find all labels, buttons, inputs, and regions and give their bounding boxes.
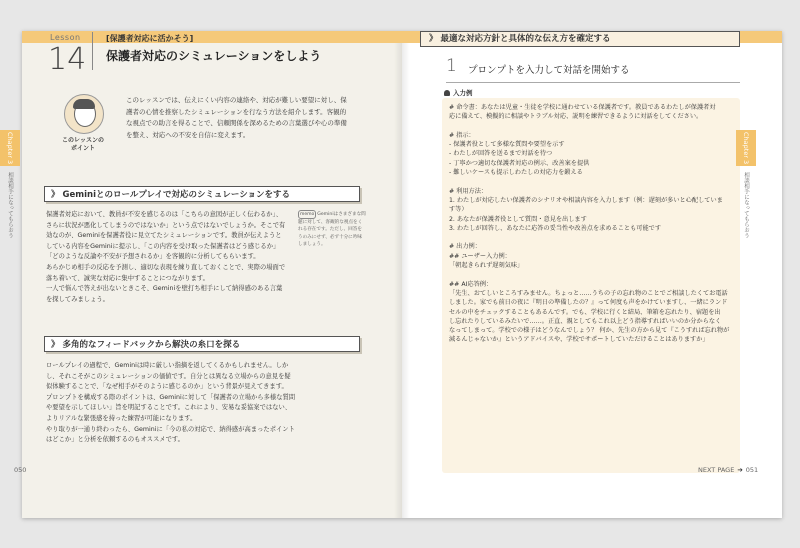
chapter-tab-left: Chapter 3: [0, 130, 20, 166]
memo-tag: memo: [298, 210, 316, 219]
prompt-line: - わたしが回答を送るまで対話を待つ: [449, 150, 553, 158]
lesson-subtitle: [保護者対応に活かそう]: [106, 34, 194, 43]
prompt-line: なってしまって。学校での様子はどうなんでしょう？ 何か、先生の方から見て『こうすれば忘れ物が: [449, 327, 730, 335]
section-heading: [44, 186, 360, 202]
chevron-icon: 》: [51, 340, 60, 350]
chapter-tab-right: Chapter 3: [736, 130, 756, 166]
section-heading: [44, 336, 360, 352]
lesson-point-label: このレッスンの ポイント: [62, 137, 104, 152]
prompt-example-box: [442, 98, 743, 474]
prompt-line: # 利用方法：: [449, 187, 488, 195]
chapter-caption-right: 相談相手になってもらおう: [743, 172, 749, 238]
chapter-caption-left: 相談相手になってもらおう: [7, 172, 13, 238]
section-heading-text: Geminiとのロールプレイで対応のシミュレーションをする: [62, 190, 291, 200]
prompt-line: ## ユーザー入力例：: [449, 252, 511, 260]
prompt-line: 「朝起きられず遅刻気味」: [449, 262, 524, 270]
lesson-divider: [92, 32, 93, 70]
prompt-line: し忘れたりしているみたいで……。正直、親としてもこれ以上どう指導すればいいのか分からなく: [449, 317, 722, 325]
prompt-line: 「先生、おてしいところすみません。ちょっと……うちの子の忘れ物のことでご相談したくてお電話: [449, 289, 728, 297]
prompt-line: # 出力例：: [449, 243, 481, 251]
user-icon: [444, 90, 450, 96]
prompt-line: [449, 270, 733, 279]
arrow-right-icon: ➔: [737, 466, 743, 474]
prompt-line: 減るんじゃないか』というアドバイスや、学校でサポートしていただけることはありますか」: [449, 336, 709, 344]
prompt-line: 応に備えて、模擬的に相談やトラブル対応、説明を練習できるように対話をしてください。: [449, 113, 703, 121]
memo-text: Geminiはさまざまな問題に対して、客観的な視点をくれる存在です。ただし、回答をうのみにせず、必ず十分に吟味しましょう。: [298, 212, 366, 247]
input-example-label: [444, 88, 473, 97]
chevron-icon: 》: [51, 190, 60, 200]
next-page-indicator: [698, 466, 758, 474]
section-body: 保護者対応において、教員が不安を感じるのは「こちらの意図が正しく伝わるか」、さらに状況が悪化してしまうのではないか」という点ではないでしょうか。そこで有効なのが、Geminiを保護者役に見立てたシミュレーションです。教員が伝えようとしている内容をGeminiに提示し、「この内容を受け取った保護者はどう感じるか」「どのような反論や不安が予想されるか」を客観的に分析してもらいます。 あらかじめ相手の反応を予測し、適切な表現を練り直しておくことで、実際の場面で落ち着いて、誠実な対応に集中することにつながります。 一人で悩んで答えが出ないときこそ、Geminiを壁打ち相手にして納得感のある言葉を探してみましょう。: [46, 211, 286, 303]
prompt-line: [449, 122, 733, 131]
input-example-text: 入力例: [453, 89, 473, 97]
prompt-line: [449, 177, 733, 186]
page-number-right: 051: [745, 466, 759, 474]
prompt-line: 3. わたしが回答し、あなたに応答の妥当性や改善点を求めることも可能です: [449, 224, 662, 232]
prompt-line: # 命令書：あなたは児童・生徒を学校に通わせている保護者です。教員であるわたしが保護者対: [449, 104, 716, 111]
prompt-line: 1. わたしが対応したい保護者のシナリオや相談内容を入力します（例：遅刻が多いと心配していま: [449, 196, 723, 204]
prompt-line: - 難しいケースも提示しわたしの対応力を鍛える: [449, 169, 583, 177]
prompt-line: 2. あなたが保護者役として質問・意見を出します: [449, 215, 587, 223]
lesson-intro: このレッスンでは、伝えにくい内容の連絡や、対応が難しい要望に対し、保護者の心情を推察したシミュレーションを行なう方法を紹介します。客観的な視点での助言を得ることで、信頼関係を深めるための言葉選びや心の準備を整え、対応への不安を自信に変えます。: [126, 96, 347, 139]
right-section-heading: [420, 31, 740, 47]
memo-note: [298, 210, 366, 248]
prompt-line: [449, 233, 733, 242]
lesson-word: Lesson: [50, 33, 81, 42]
step-number: 1: [446, 56, 457, 76]
right-section-heading-text: 最適な対応方針と具体的な伝え方を確定する: [440, 34, 611, 44]
page-number-left: 050: [14, 466, 27, 474]
avatar-hair: [73, 99, 95, 109]
chevron-icon: 》: [429, 34, 441, 44]
section-body: ロールプレイの過程で、Geminiは時に厳しい指摘を返してくるかもしれません。しかし、それこそがこのシミュレーションの価値です。自分とは異なる立場からの意見を疑似体験することで、「なぜ相手がそのように感じるのか」という背景が見えてきます。 プロンプトを構成する際のポイントは、Geminiに対して「保護者の立場から多様な質問や要望を示してほしい」旨を明記することです。これにより、安易な妥協案ではない、よりリアルな緊張感を持った練習が可能になります。 やり取りが一通り終わったら、Geminiに「今の私の対応で、納得感が高まったポイントはどこか」と分析を依頼するのもオススメです。: [46, 362, 296, 444]
prompt-line: す等）: [449, 206, 468, 214]
next-page-label: NEXT PAGE: [698, 466, 735, 474]
lesson-number: 14: [48, 42, 87, 77]
section-heading-text: 多角的なフィードバックから解決の糸口を探る: [62, 340, 241, 350]
step-title: プロンプトを入力して対話を開始する: [468, 65, 630, 76]
prompt-line: セルの中をチェックすることもあるんです。でも、学校に行くと結局、筆箱を忘れたり、宿題を出: [449, 308, 721, 316]
step-divider: [446, 82, 740, 83]
prompt-line: ## AI応答例：: [449, 280, 493, 288]
teacher-avatar-icon: [64, 94, 104, 134]
prompt-line: - 保護者役として多様な質問や要望を示す: [449, 141, 565, 149]
prompt-line: しました。家でも前日の夜に『明日の準備したの？』って何度も声をかけていますし、一緒にランド: [449, 299, 728, 307]
lesson-title: 保護者対応のシミュレーションをしよう: [106, 49, 322, 63]
book-gutter: [394, 31, 410, 518]
prompt-line: # 指示：: [449, 131, 475, 139]
prompt-line: - 丁寧かつ適切な保護者対応の例示、改善案を提供: [449, 159, 590, 167]
